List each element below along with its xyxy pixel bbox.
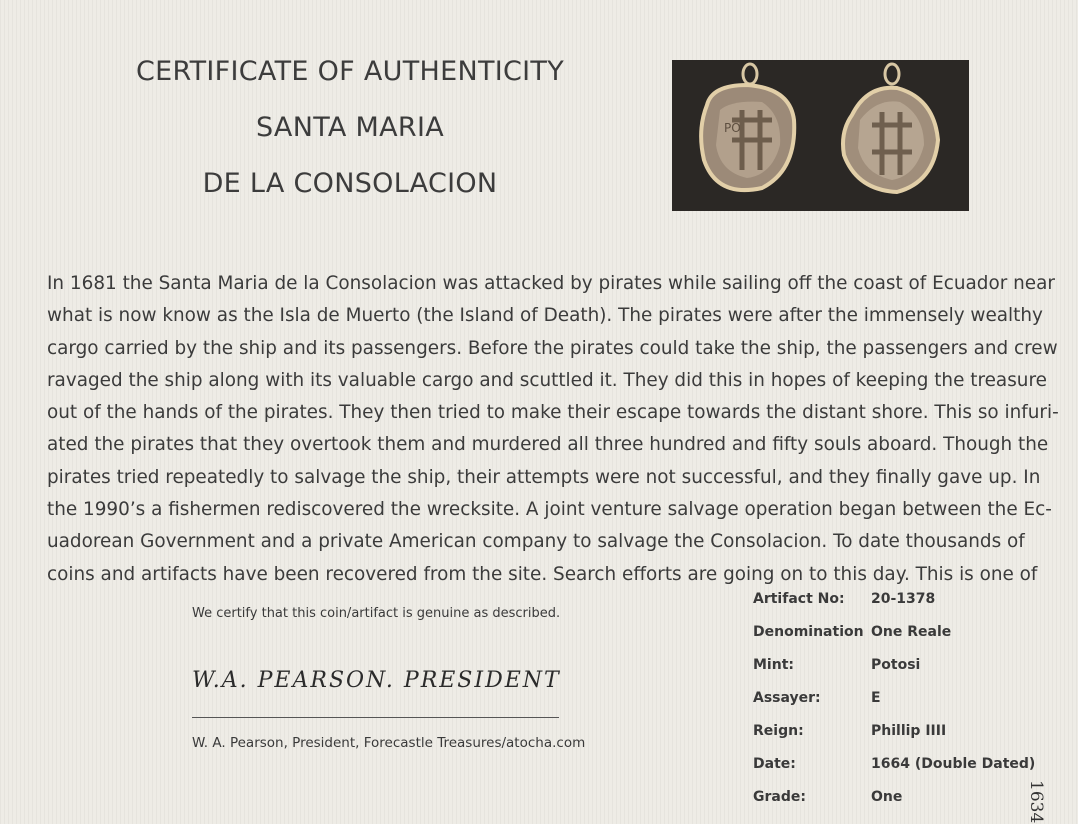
signature: W.A. PEARSON. PRESIDENT: [192, 668, 561, 693]
detail-row-reign: [753, 723, 1053, 756]
detail-value: 1664 (Double Dated): [871, 756, 1036, 772]
detail-value: One Reale: [871, 624, 952, 640]
detail-value: Phillip IIII: [871, 723, 947, 739]
detail-row-assayer: [753, 690, 1053, 723]
paragraph-line: ravaged the ship along with its valuable cargo and scuttled it. They did this in hopes of keeping the treasure: [47, 369, 1047, 391]
signature-caption: W. A. Pearson, President, Forecastle Treasures/atocha.com: [192, 735, 586, 751]
title-line-2: SANTA MARIA: [255, 112, 444, 143]
paragraph-line: coins and artifacts have been recovered from the site. Search efforts are going on to this day. This is one of: [47, 563, 1038, 585]
detail-row-grade: [753, 789, 1053, 822]
detail-label: Assayer:: [753, 690, 821, 706]
signature-line: [192, 717, 559, 718]
detail-label: Date:: [753, 756, 796, 772]
detail-row-artifact-no: [753, 591, 1053, 624]
detail-value: One: [871, 789, 903, 805]
detail-row-mint: [753, 657, 1053, 690]
detail-value: Potosi: [871, 657, 921, 673]
paragraph-line: the 1990’s a fishermen rediscovered the wrecksite. A joint venture salvage operation began between the Ec-: [47, 499, 1052, 521]
history-paragraph: [47, 268, 1059, 591]
paragraph-line: pirates tried repeatedly to salvage the ship, their attempts were not successful, and they finally gave up. In: [47, 466, 1041, 488]
detail-label: Denomination: [753, 624, 864, 640]
coin-photo: [672, 60, 969, 211]
certify-statement: We certify that this coin/artifact is genuine as described.: [192, 606, 561, 621]
detail-row-date: [753, 756, 1053, 789]
paragraph-line: cargo carried by the ship and its passengers. Before the pirates could take the ship, the passengers and crew: [47, 337, 1058, 359]
svg-text:PO: PO: [724, 121, 741, 135]
detail-label: Reign:: [753, 723, 804, 739]
title-line-1: CERTIFICATE OF AUTHENTICITY: [135, 56, 565, 87]
detail-value: E: [871, 690, 881, 706]
detail-label: Mint:: [753, 657, 794, 673]
certificate-title: [130, 44, 570, 212]
handwritten-note: 1634: [1026, 780, 1046, 824]
detail-row-denomination: [753, 624, 1053, 657]
detail-label: Grade:: [753, 789, 806, 805]
paragraph-line: what is now know as the Isla de Muerto (the Island of Death). The pirates were after the immensely wealthy: [47, 305, 1043, 327]
detail-label: Artifact No:: [753, 591, 845, 607]
paragraph-line: ated the pirates that they overtook them and murdered all three hundred and fifty souls aboard. Though the: [47, 434, 1049, 456]
paragraph-line: In 1681 the Santa Maria de la Consolacion was attacked by pirates while sailing off the coast of Ecuador near: [47, 273, 1055, 294]
paragraph-line: out of the hands of the pirates. They then tried to make their escape towards the distant shore. This so infuri-: [47, 402, 1059, 424]
paragraph-line: uadorean Government and a private American company to salvage the Consolacion. To date thousands of: [47, 531, 1025, 553]
title-line-3: DE LA CONSOLACION: [202, 168, 498, 199]
artifact-details: [753, 591, 1053, 822]
detail-value: 20-1378: [871, 591, 936, 607]
coin-pendants-image: [672, 60, 969, 211]
